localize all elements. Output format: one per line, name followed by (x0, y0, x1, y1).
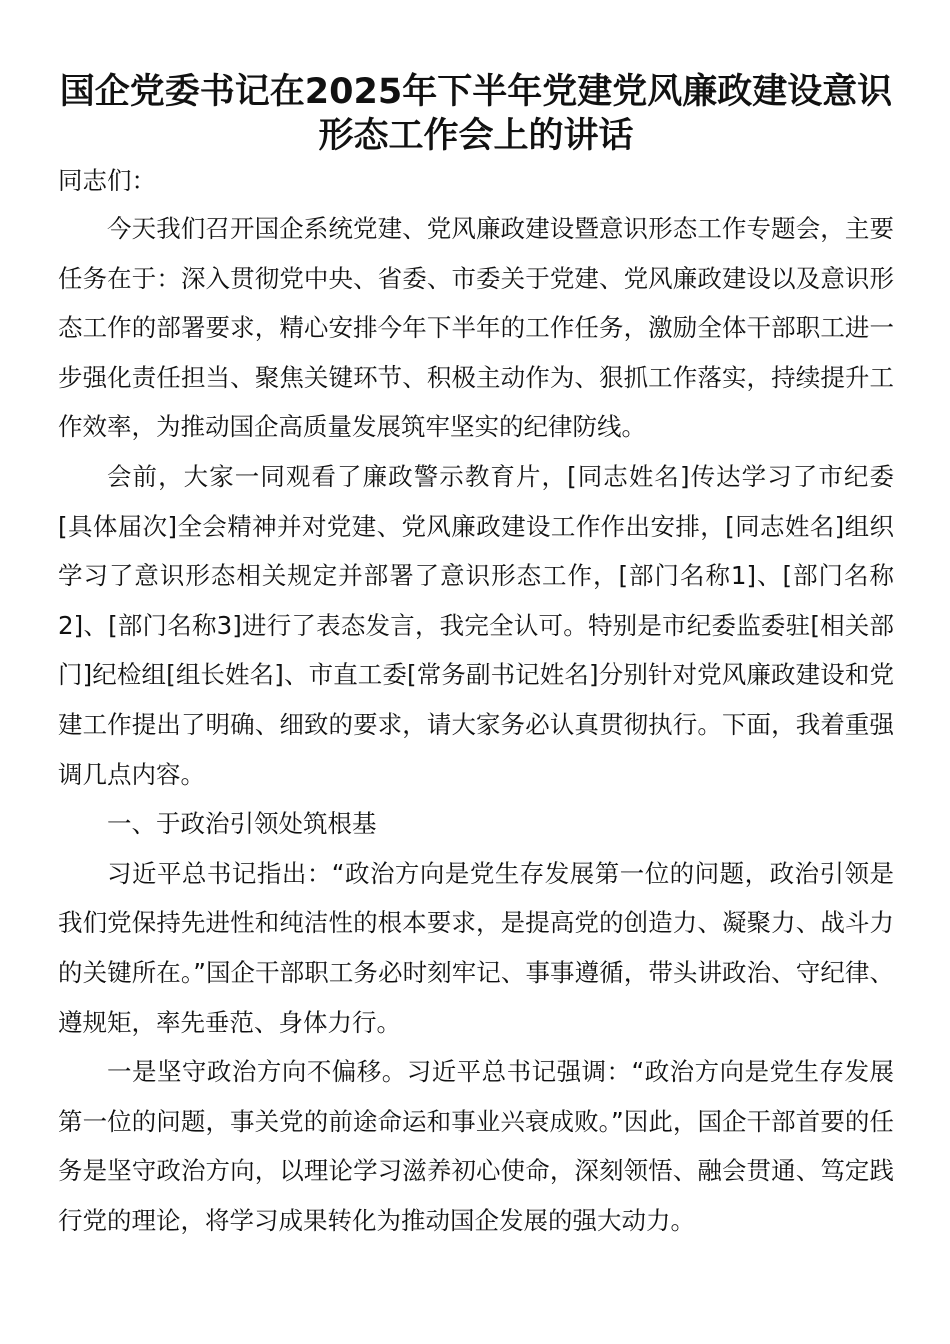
section-heading: 一、于政治引领处筑根基 (107, 809, 377, 839)
document-title: 国企党委书记在2025年下半年党建党风廉政建设意识形态工作会上的讲话 (59, 72, 893, 156)
body-paragraph: 今天我们召开国企系统党建、党风廉政建设暨意识形态工作专题会，主要任务在于：深入贯彻党中央、省委、市委关于党建、党风廉政建设以及意识形态工作的部署要求，精心安排今年下半年的工作任务，激励全体干部职工进一步强化责任担当、聚焦关键环节、积极主动作为、狠抓工作落实，持续提升工作效率，为推动国企高质量发展筑牢坚实的纪律防线。 (58, 214, 894, 442)
body-paragraph: 一是坚守政治方向不偏移。习近平总书记强调：“政治方向是党生存发展第一位的问题，事关党的前途命运和事业兴衰成败。”因此，国企干部首要的任务是坚守政治方向，以理论学习滋养初心使命，深刻领悟、融会贯通、笃定践行党的理论，将学习成果转化为推动国企发展的强大动力。 (58, 1057, 894, 1235)
body-paragraph: 习近平总书记指出：“政治方向是党生存发展第一位的问题，政治引领是我们党保持先进性和纯洁性的根本要求，是提高党的创造力、凝聚力、战斗力的关键所在。”国企干部职工务必时刻牢记、事事遵循，带头讲政治、守纪律、遵规矩，率先垂范、身体力行。 (58, 858, 894, 1037)
salutation: 同志们： (58, 166, 156, 195)
document-page (58, 70, 894, 1245)
body-paragraph: 会前，大家一同观看了廉政警示教育片，[同志姓名]传达学习了市纪委[具体届次]全会精神并对党建、党风廉政建设工作作出安排，[同志姓名]组织学习了意识形态相关规定并部署了意识形态工作，[部门名称1]、[部门名称2]、[部门名称3]进行了表态发言，我完全认可。特别是市纪委监委驻[相关部门]纪检组[组长姓名]、市直工委[常务副书记姓名]分别针对党风廉政建设和党建工作提出了明确、细致的要求，请大家务必认真贯彻执行。下面，我着重强调几点内容。 (58, 461, 894, 789)
